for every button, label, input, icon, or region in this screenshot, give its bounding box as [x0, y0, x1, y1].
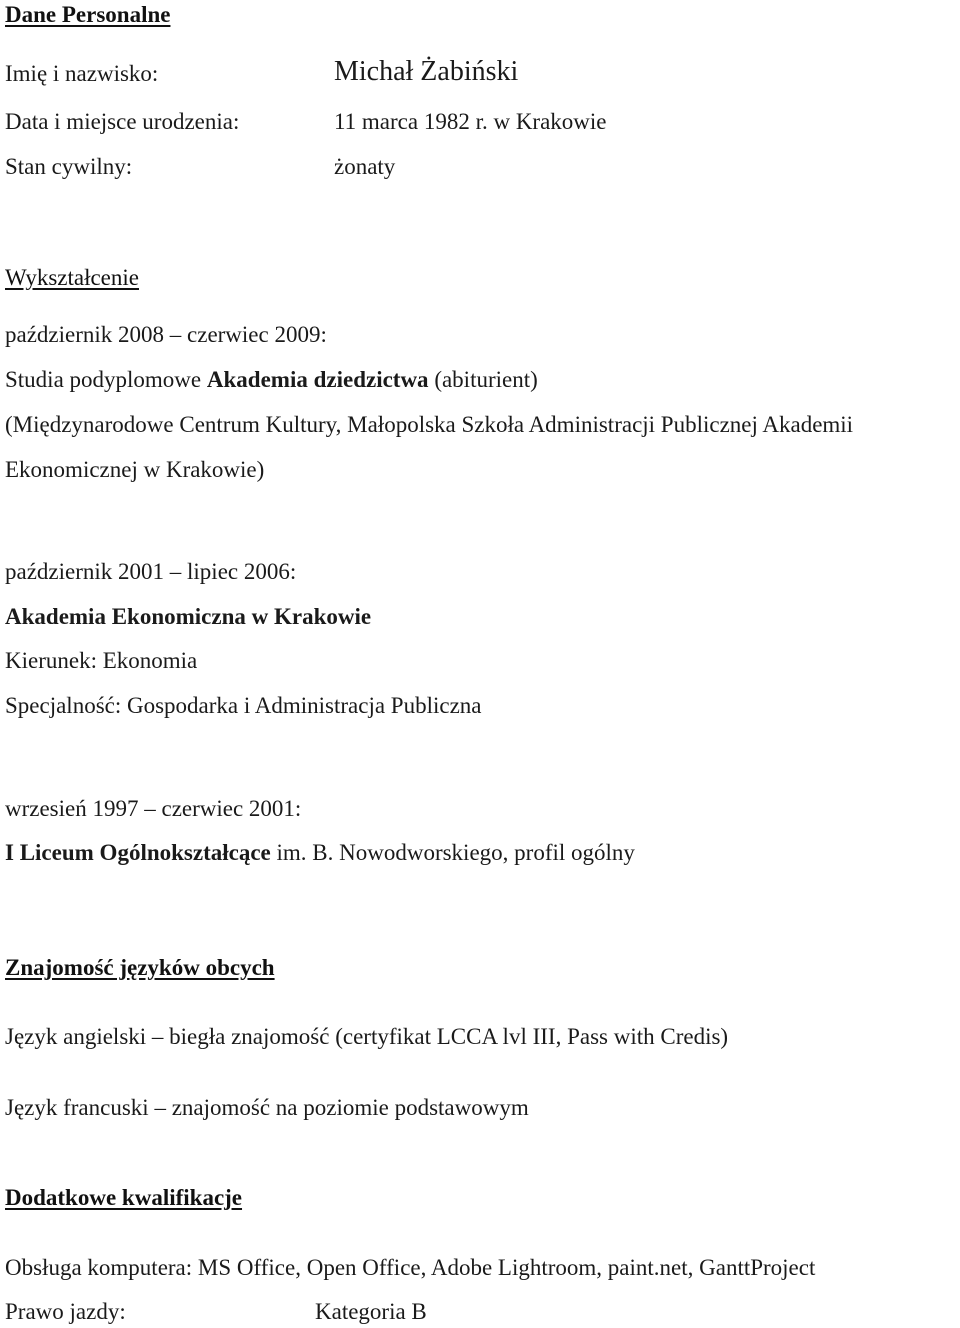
marital-label: Stan cywilny: — [5, 154, 133, 179]
edu1-period: październik 2008 – czerwiec 2009: — [5, 322, 327, 347]
edu1-line1-bold: Akademia dziedzictwa — [206, 367, 429, 392]
edu2-period: październik 2001 – lipiec 2006: — [5, 559, 297, 584]
edu1-line3: Ekonomicznej w Krakowie) — [5, 457, 265, 482]
license-label: Prawo jazdy: — [5, 1299, 126, 1324]
language-item: Język francuski – znajomość na poziomie podstawowym — [5, 1095, 529, 1120]
edu3-period: wrzesień 1997 – czerwiec 2001: — [5, 796, 302, 821]
section-heading-education: Wykształcenie — [5, 265, 139, 290]
section-heading-languages: Znajomość języków obcych — [5, 955, 275, 980]
marital-value: żonaty — [334, 154, 396, 179]
edu1-line1-suffix: (abiturient) — [428, 367, 538, 392]
edu1-line1 — [5, 368, 538, 391]
edu1-line2: (Międzynarodowe Centrum Kultury, Małopolska Szkoła Administracji Publicznej Akademii — [5, 412, 854, 437]
section-heading-extra: Dodatkowe kwalifikacje — [5, 1185, 243, 1210]
edu2-specialty: Specjalność: Gospodarka i Administracja Publiczna — [5, 693, 482, 718]
edu3-line1 — [5, 841, 635, 864]
section-heading-personal: Dane Personalne — [5, 2, 171, 27]
birth-label: Data i miejsce urodzenia: — [5, 109, 240, 134]
edu3-institution-rest: im. B. Nowodworskiego, profil ogólny — [270, 840, 635, 865]
name-value: Michał Żabiński — [334, 56, 519, 87]
license-value: Kategoria B — [315, 1299, 427, 1324]
edu2-institution: Akademia Ekonomiczna w Krakowie — [5, 604, 372, 629]
edu3-institution-bold: I Liceum Ogólnokształcące — [5, 840, 271, 865]
birth-value: 11 marca 1982 r. w Krakowie — [334, 109, 607, 134]
edu1-line1-prefix: Studia podyplomowe — [5, 367, 207, 392]
computer-skills: Obsługa komputera: MS Office, Open Office, Adobe Lightroom, paint.net, GanttProject — [5, 1255, 816, 1280]
language-item: Język angielski – biegła znajomość (certyfikat LCCA lvl III, Pass with Credis) — [5, 1024, 729, 1049]
edu2-field: Kierunek: Ekonomia — [5, 648, 198, 673]
name-label: Imię i nazwisko: — [5, 61, 159, 86]
